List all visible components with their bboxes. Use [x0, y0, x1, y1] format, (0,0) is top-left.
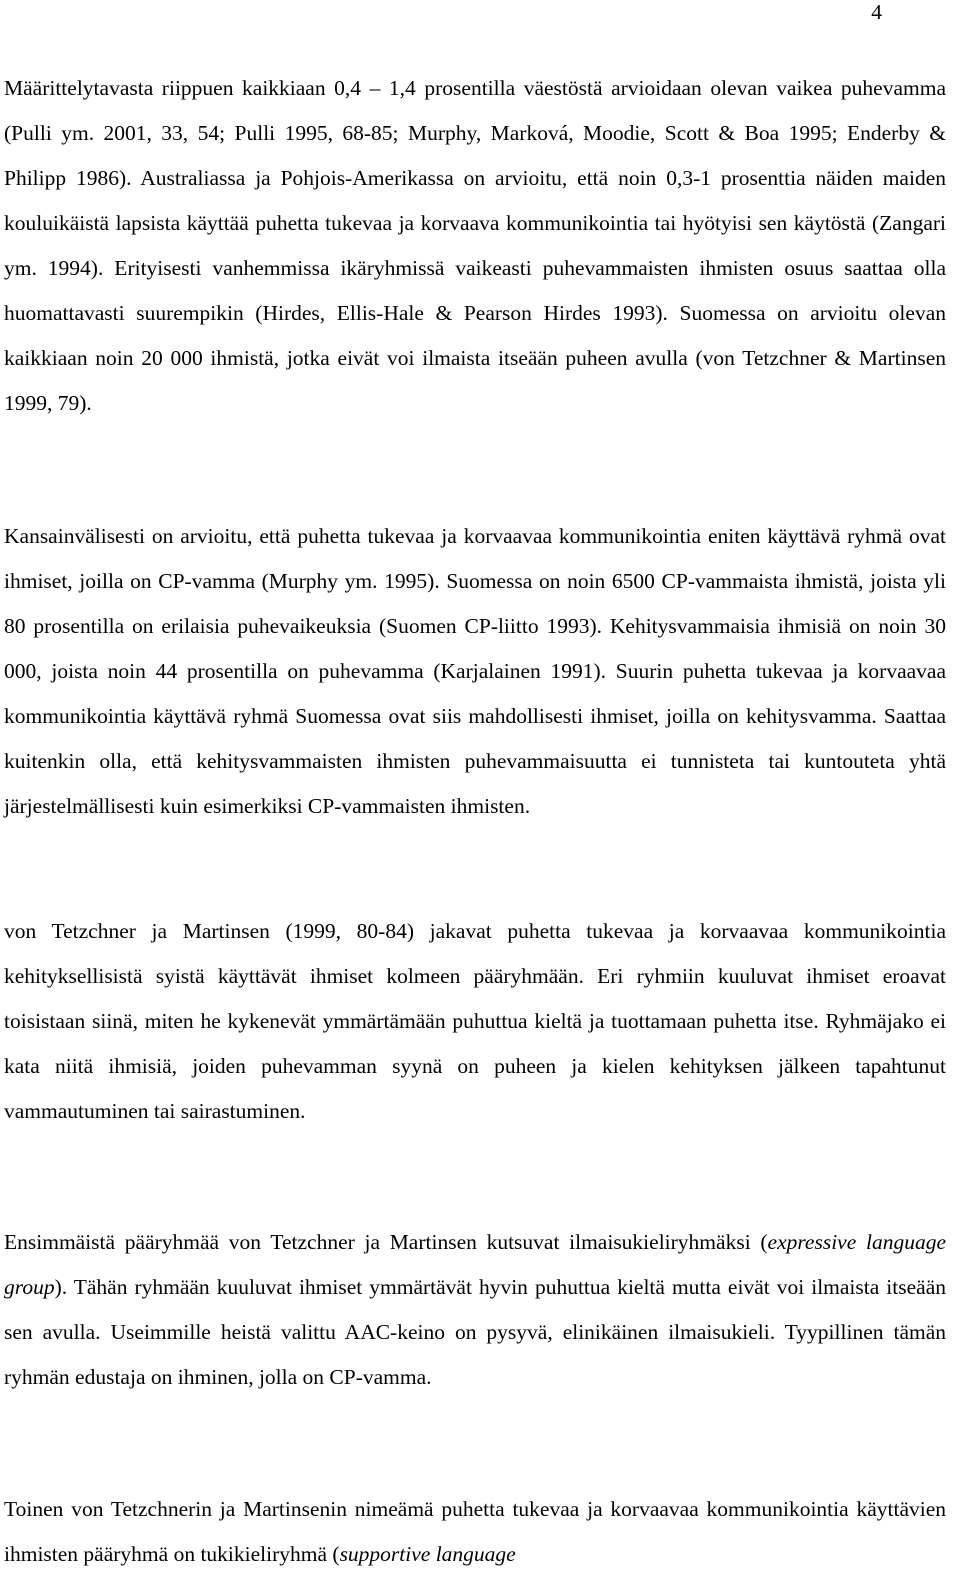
emphasized-term: supportive language: [339, 1542, 516, 1566]
paragraph-user-groups: Kansainvälisesti on arvioitu, että puhetta tukevaa ja korvaavaa kommunikointia eniten käyttävä ryhmä ovat ihmiset, joilla on CP-vamma (Murphy ym. 1995). Suomessa on noin 6500 CP-vammaista ihmistä, joista yli 80 prosentilla on erilaisia puhevaikeuksia (Suomen CP-liitto 1993). Kehitysvammaisia ihmisiä on noin 30 000, joista noin 44 prosentilla on puhevamma (Karjalainen 1991). Suurin puhetta tukevaa ja korvaavaa kommunikointia käyttävä ryhmä Suomessa ovat siis mahdollisesti ihmiset, joilla on kehitysvamma. Saattaa kuitenkin olla, että kehitysvammaisten ihmisten puhevammaisuutta ei tunnisteta tai kuntouteta yhtä järjestelmällisesti kuin esimerkiksi CP-vammaisten ihmisten.: [4, 524, 946, 818]
paragraph-expressive-group: [4, 1220, 946, 1400]
paragraph-prevalence: Määrittelytavasta riippuen kaikkiaan 0,4 – 1,4 prosentilla väestöstä arvioidaan olevan vaikea puhevamma (Pulli ym. 2001, 33, 54; Pulli 1995, 68-85; Murphy, Marková, Moodie, Scott & Boa 1995; Enderby & Philipp 1986). Australiassa ja Pohjois-Amerikassa on arvioitu, että noin 0,3-1 prosenttia näiden maiden kouluikäistä lapsista käyttää puhetta tukevaa ja korvaava kommunikointia tai hyötyisi sen käytöstä (Zangari ym. 1994). Erityisesti vanhemmissa ikäryhmissä vaikeasti puhevammaisten ihmisten osuus saattaa olla huomattavasti suurempikin (Hirdes, Ellis-Hale & Pearson Hirdes 1993). Suomessa on arvioitu olevan kaikkiaan noin 20 000 ihmistä, jotka eivät voi ilmaista itseään puheen avulla (von Tetzchner & Martinsen 1999, 79).: [4, 76, 946, 415]
paragraph-text: Ensimmäistä pääryhmää von Tetzchner ja Martinsen kutsuvat ilmaisukieliryhmäksi (: [4, 1230, 768, 1254]
emphasized-term: expressive language group: [4, 1230, 946, 1299]
paragraph-supportive-group: [4, 1487, 946, 1577]
paragraph-text: Toinen von Tetzchnerin ja Martinsenin nimeämä puhetta tukevaa ja korvaavaa kommunikointia käyttävien ihmisten pääryhmä on tukikieliryhmä (: [4, 1497, 946, 1566]
paragraph-main-groups: von Tetzchner ja Martinsen (1999, 80-84) jakavat puhetta tukevaa ja korvaavaa kommunikointia kehityksellisistä syistä käyttävät ihmiset kolmeen pääryhmään. Eri ryhmiin kuuluvat ihmiset eroavat toisistaan siinä, miten he kykenevät ymmärtämään puhuttua kieltä ja tuottamaan puhetta itse. Ryhmäjako ei kata niitä ihmisiä, joiden puhevamman syynä on puheen ja kielen kehityksen jälkeen tapahtunut vammautuminen tai sairastuminen.: [4, 919, 946, 1123]
page-number: 4: [871, 0, 882, 24]
paragraph-text: ). Tähän ryhmään kuuluvat ihmiset ymmärtävät hyvin puhuttua kieltä mutta eivät voi ilmaista itseään sen avulla. Useimmille heistä valittu AAC-keino on pysyvä, elinikäinen ilmaisukieli. Tyypillinen tämän ryhmän edustaja on ihminen, jolla on CP-vamma.: [4, 1275, 946, 1389]
